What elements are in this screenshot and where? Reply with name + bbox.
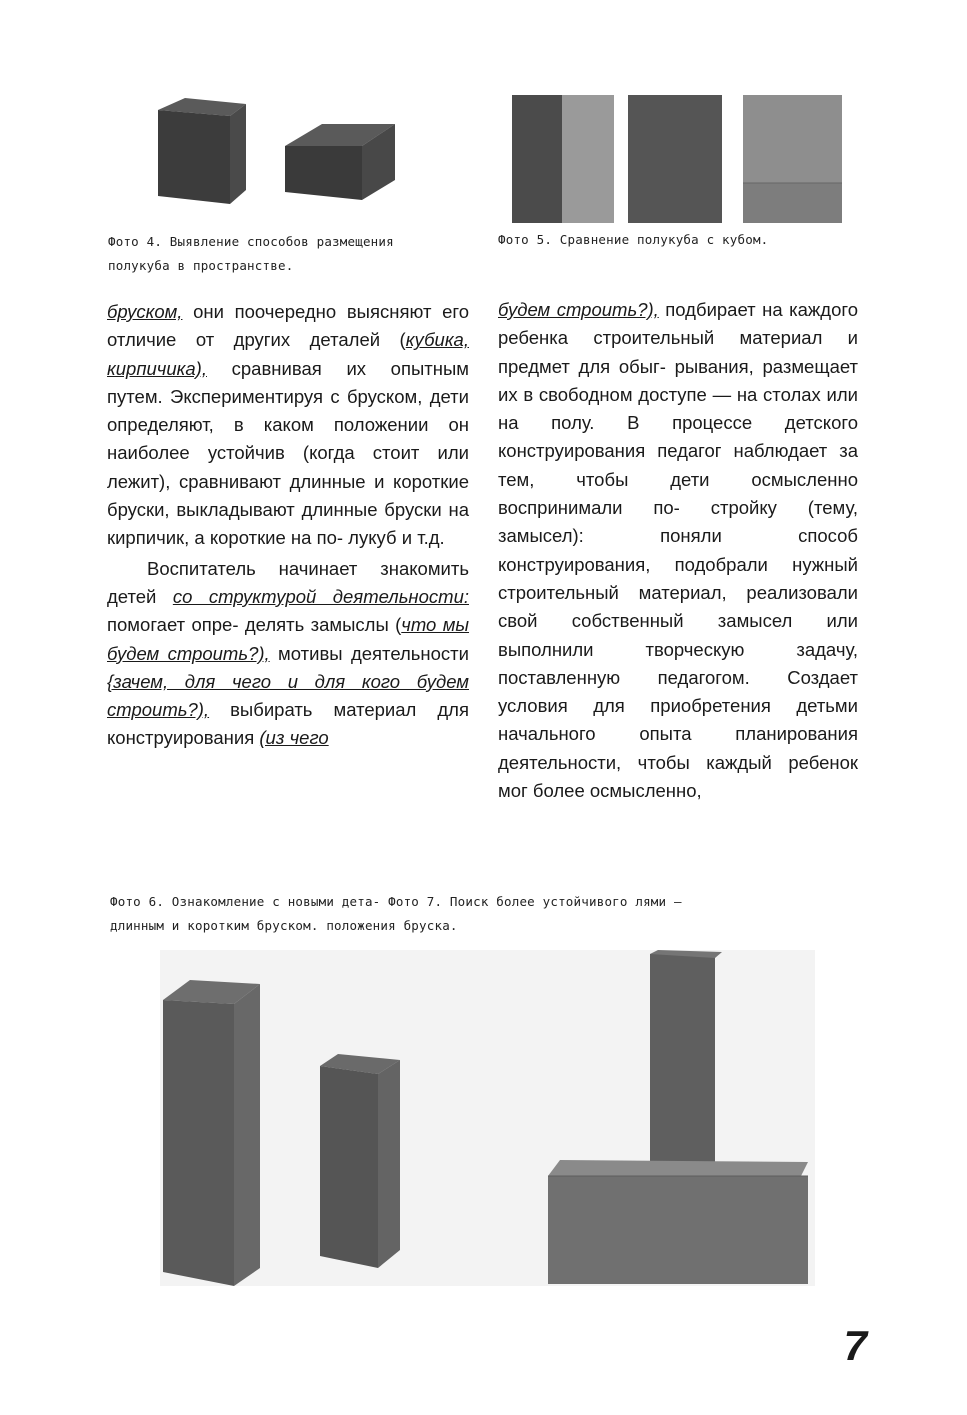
left-paragraph-1 xyxy=(107,298,469,553)
underlined-phrase: будем строить?), xyxy=(498,299,659,320)
text-run: подбирает на каждого ребенка строительный материал и предмет для обыг- рывания, размещает их в свободном доступе — на столах или на полу. В процессе детского конструирования педагог наблюдает за тем, чтобы дети осмысленно воспринимали по- стройку (тему, замысел): поняли способ конструирования, подобрали нужный строительный материал, реализовали свой собственный замысел или выполнили творческую задачу, поставленную педагогом. Создает условия для приобретения детьми начального опыта планирования деятельности, чтобы каждый ребенок мог более осмысленно, xyxy=(498,299,858,802)
photo-5-image xyxy=(512,95,842,223)
text-run: выбирать материал для конструирования xyxy=(107,699,469,749)
photo-4-image xyxy=(140,88,425,218)
text-run: мотивы деятельности xyxy=(269,642,469,664)
underlined-phrase: кубика, кирпичика), xyxy=(107,329,469,379)
underlined-phrase: (из чего xyxy=(259,727,329,749)
right-paragraph xyxy=(498,296,858,805)
right-column xyxy=(498,296,858,805)
left-column xyxy=(107,298,469,753)
photo-5-caption: Фото 5. Сравнение полукуба с кубом. xyxy=(498,232,769,247)
photo-4-caption: Фото 4. Выявление способов размещения полукуба в пространстве. xyxy=(108,234,394,273)
text-run: помогает опре- делять замыслы ( xyxy=(107,614,402,636)
page-number: 7 xyxy=(843,1322,867,1369)
underlined-phrase: бруском, xyxy=(107,301,183,322)
underlined-phrase: что мы будем строить?), xyxy=(107,614,469,664)
photo-4 xyxy=(140,88,425,218)
photo-5 xyxy=(512,95,842,223)
text-run: Воспитатель начинает знакомить детей xyxy=(107,557,469,607)
photos-6-7-image xyxy=(160,950,815,1286)
photos-6-7-caption-line-2: длинным и коротким бруском. положения бруска. xyxy=(110,918,458,933)
text-run: сравнивая их опытным путем. Экспериментируя с бруском, дети определяют, в каком положении он наиболее устойчив (когда стоит или лежит), сравнивают длинные и короткие бруски, выкладывают длинные бруски на кирпичик, а короткие на по- лукуб и т.д. xyxy=(107,357,469,549)
text-run: они поочередно выясняют его отличие от других деталей ( xyxy=(107,301,469,351)
underlined-phrase: со структурой деятельности: xyxy=(172,585,469,607)
photos-6-7-caption xyxy=(110,890,830,938)
left-paragraph-2 xyxy=(107,555,469,753)
photos-6-7-caption-line-1: Фото 6. Ознакомление с новыми дета- Фото 7. Поиск более устойчивого лями — xyxy=(110,894,682,909)
underlined-phrase: {зачем, для чего и для кого будем строить?), xyxy=(107,670,469,721)
photos-6-7 xyxy=(160,950,815,1286)
